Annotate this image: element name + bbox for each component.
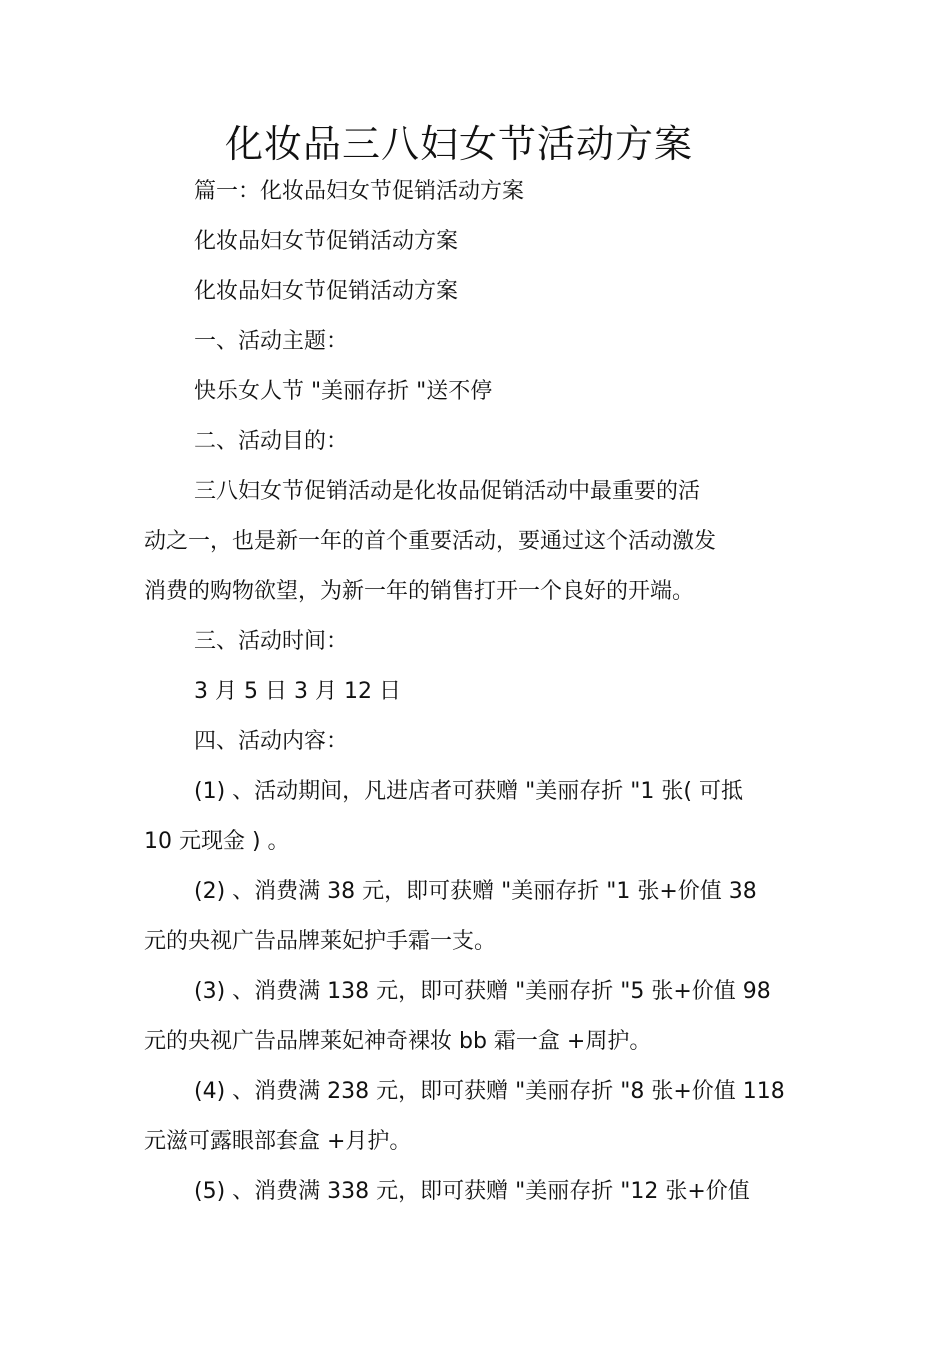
list-item-5: (5) 、消费满 338 元，即可获赠 "美丽存折 "12 张+价值 xyxy=(194,1179,750,1204)
subtitle-line: 化妆品妇女节促销活动方案 xyxy=(194,279,459,304)
list-item-3: (3) 、消费满 138 元，即可获赠 "美丽存折 "5 张+价值 98 xyxy=(194,979,771,1004)
subtitle-line: 化妆品妇女节促销活动方案 xyxy=(194,229,459,254)
paragraph-line: 三八妇女节促销活动是化妆品促销活动中最重要的活 xyxy=(194,479,701,504)
list-item-1: (1) 、活动期间，凡进店者可获赠 "美丽存折 "1 张( 可抵 xyxy=(194,779,743,804)
list-item-4: (4) 、消费满 238 元，即可获赠 "美丽存折 "8 张+价值 118 xyxy=(194,1079,785,1104)
section-heading-purpose: 二、活动目的： xyxy=(194,429,349,454)
section-heading-time: 三、活动时间： xyxy=(194,629,349,654)
document-title: 化妆品三八妇女节活动方案 xyxy=(224,122,693,166)
theme-text: 快乐女人节 "美丽存折 "送不停 xyxy=(194,379,493,404)
list-item-1-cont: 10 元现金 ) 。 xyxy=(144,829,290,854)
paragraph-line: 消费的购物欲望，为新一年的销售打开一个良好的开端。 xyxy=(144,579,695,604)
paragraph-line: 动之一，也是新一年的首个重要活动，要通过这个活动激发 xyxy=(144,529,717,554)
list-item-2-cont: 元的央视广告品牌莱妃护手霜一支。 xyxy=(144,929,497,954)
section-heading-pian1: 篇一：化妆品妇女节促销活动方案 xyxy=(194,179,525,204)
list-item-4-cont: 元滋可露眼部套盒 +月护。 xyxy=(144,1129,412,1154)
section-heading-content: 四、活动内容： xyxy=(194,729,349,754)
section-heading-theme: 一、活动主题： xyxy=(194,329,349,354)
list-item-3-cont: 元的央视广告品牌莱妃神奇裸妆 bb 霜一盒 +周护。 xyxy=(144,1029,652,1054)
list-item-2: (2) 、消费满 38 元，即可获赠 "美丽存折 "1 张+价值 38 xyxy=(194,879,757,904)
time-text: 3 月 5 日 3 月 12 日 xyxy=(194,679,401,704)
